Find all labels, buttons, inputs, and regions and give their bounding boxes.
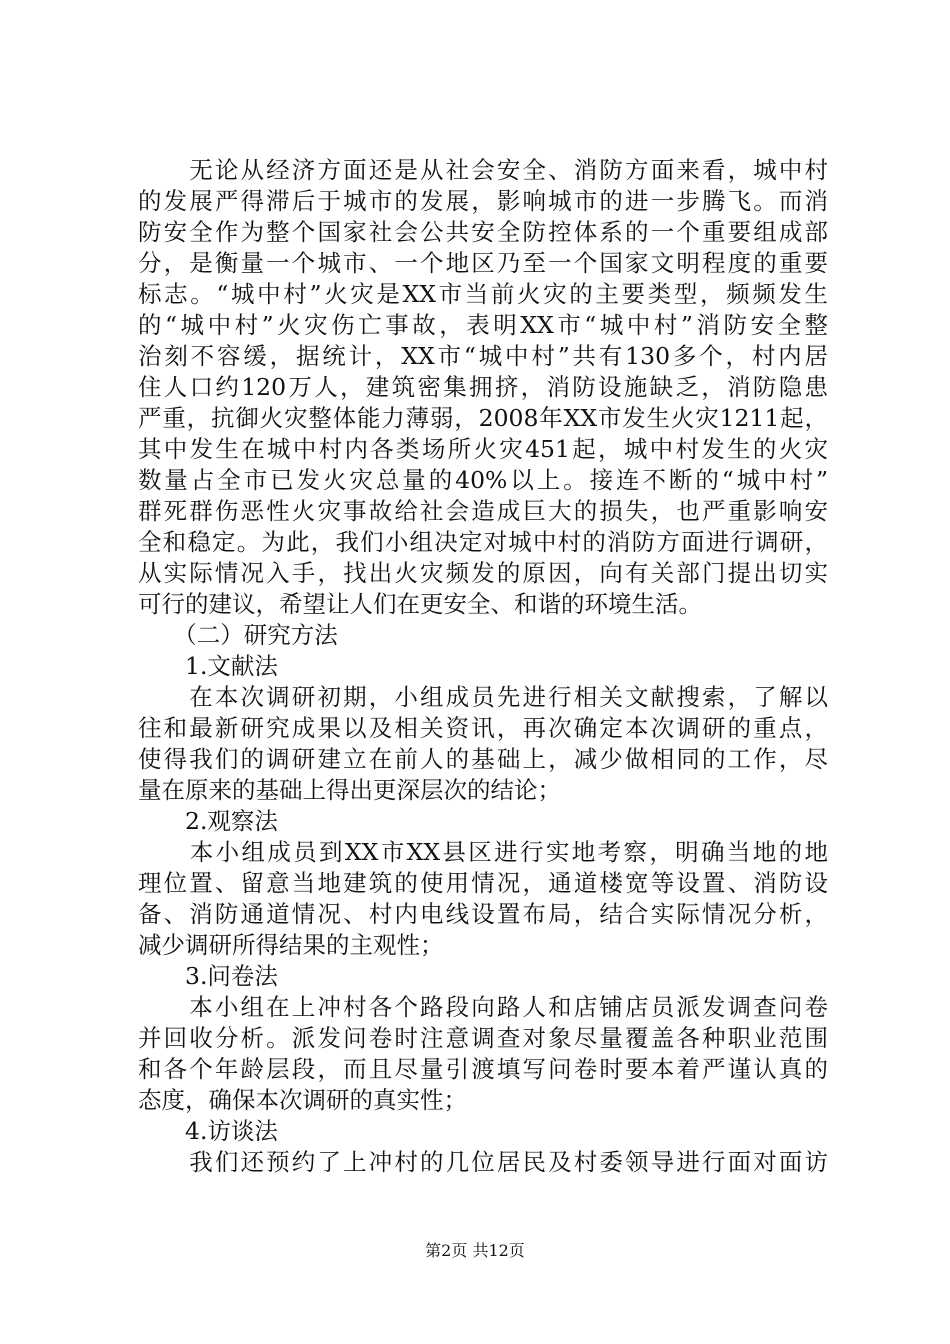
text-line: 在本次调研初期，小组成员先进行相关文献搜索，了解以 <box>138 683 828 711</box>
text-line: 防安全作为整个国家社会公共安全防控体系的一个重要组成部 <box>138 218 828 246</box>
text-line: 并回收分析。派发问卷时注意调查对象尽量覆盖各种职业范围 <box>138 1024 828 1052</box>
text-line: 的“城中村”火灾伤亡事故，表明XX市“城中村”消防安全整 <box>138 311 828 339</box>
text-line: 我们还预约了上冲村的几位居民及村委领导进行面对面访 <box>138 1148 828 1176</box>
text-line: 使得我们的调研建立在前人的基础上，减少做相同的工作，尽 <box>138 745 828 773</box>
text-line: 标志。“城中村”火灾是XX市当前火灾的主要类型，频频发生 <box>138 280 828 308</box>
text-line: 住人口约120万人，建筑密集拥挤，消防设施缺乏，消防隐患 <box>138 373 828 401</box>
text-line: 可行的建议，希望让人们在更安全、和谐的环境生活。 <box>138 590 702 618</box>
text-line: 1.文献法 <box>138 652 278 680</box>
text-line: 和各个年龄层段，而且尽量引渡填写问卷时要本着严谨认真的 <box>138 1055 828 1083</box>
text-line: 分，是衡量一个城市、一个地区乃至一个国家文明程度的重要 <box>138 249 828 277</box>
text-line: 量在原来的基础上得出更深层次的结论； <box>138 776 561 804</box>
text-line: 4.访谈法 <box>138 1117 278 1145</box>
text-line: 的发展严得滞后于城市的发展，影响城市的进一步腾飞。而消 <box>138 187 828 215</box>
text-line: 理位置、留意当地建筑的使用情况，通道楼宽等设置、消防设 <box>138 869 828 897</box>
text-line: 往和最新研究成果以及相关资讯，再次确定本次调研的重点， <box>138 714 828 742</box>
text-line: 治刻不容缓，据统计，XX市“城中村”共有130多个，村内居 <box>138 342 828 370</box>
text-line: 从实际情况入手，找出火灾频发的原因，向有关部门提出切实 <box>138 559 828 587</box>
text-line: 其中发生在城中村内各类场所火灾451起，城中村发生的火灾 <box>138 435 828 463</box>
text-line: 全和稳定。为此，我们小组决定对城中村的消防方面进行调研， <box>138 528 828 556</box>
text-line: 本小组成员到XX市XX县区进行实地考察，明确当地的地 <box>138 838 828 866</box>
text-line: 备、消防通道情况、村内电线设置布局，结合实际情况分析， <box>138 900 828 928</box>
text-line: 态度，确保本次调研的真实性； <box>138 1086 467 1114</box>
text-line: （二）研究方法 <box>138 621 338 649</box>
text-line: 3.问卷法 <box>138 962 278 990</box>
page-footer: 第2页 共12页 <box>425 1241 525 1260</box>
text-line: 减少调研所得结果的主观性； <box>138 931 444 959</box>
text-line: 本小组在上冲村各个路段向路人和店铺店员派发调查问卷 <box>138 993 828 1021</box>
text-line: 严重，抗御火灾整体能力薄弱，2008年XX市发生火灾1211起， <box>138 404 828 432</box>
text-line: 群死群伤恶性火灾事故给社会造成巨大的损失，也严重影响安 <box>138 497 828 525</box>
text-line: 无论从经济方面还是从社会安全、消防方面来看，城中村 <box>138 156 828 184</box>
text-line: 数量占全市已发火灾总量的40%以上。接连不断的“城中村” <box>138 466 828 494</box>
text-line: 2.观察法 <box>138 807 278 835</box>
